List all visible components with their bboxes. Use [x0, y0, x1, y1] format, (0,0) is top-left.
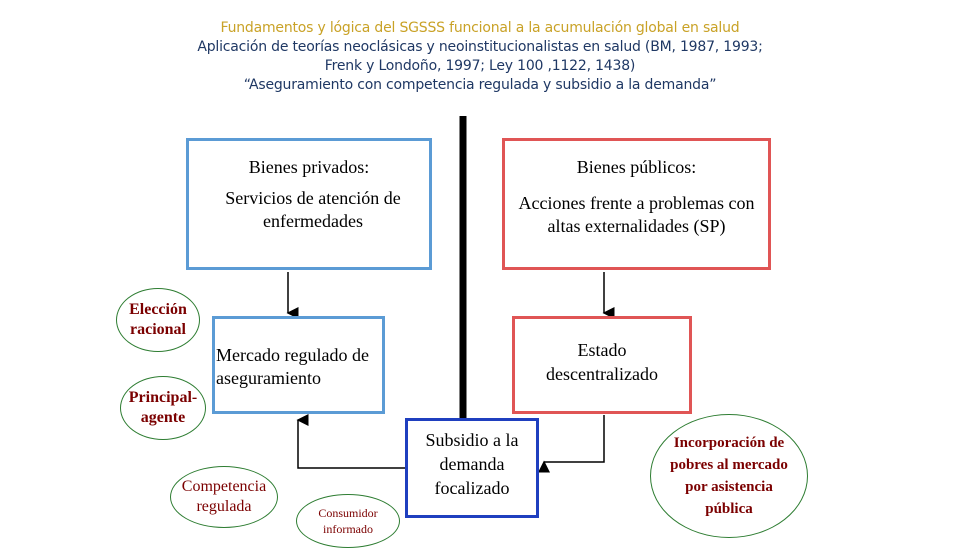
header-subtitle-line1: Aplicación de teorías neoclásicas y neoinstitucionalistas en salud (BM, 1987, 1993; — [197, 39, 763, 55]
arrow-state-to-subsidy — [544, 415, 604, 462]
market-label: Mercado regulado de aseguramiento — [216, 345, 369, 388]
public-goods-body: Acciones frente a problemas con altas externalidades (SP) — [518, 193, 755, 236]
state-label: Estado descentralizado — [546, 340, 658, 384]
regulated-competition-circle — [170, 466, 278, 528]
header-subtitle-line3: “Aseguramiento con competencia regulada y subsidio a la demanda” — [243, 77, 717, 93]
private-goods-heading: Bienes privados: — [248, 157, 370, 177]
subsidy-label: Subsidio a la demanda focalizado — [425, 430, 519, 498]
rational-choice-label: Elección racional — [129, 301, 187, 338]
incorporation-label: Incorporación de pobres al mercado por asistencia pública — [670, 435, 788, 517]
header-subtitle-line2: Frenk y Londoño, 1997; Ley 100 ,1122, 1438) — [324, 58, 636, 74]
principal-agent-label: Principal-agente — [128, 389, 198, 426]
rational-choice-circle — [116, 288, 200, 352]
private-goods-body: Servicios de atención de enfermedades — [225, 188, 401, 231]
header-title: Fundamentos y lógica del SGSSS funcional a la acumulación global en salud — [220, 20, 740, 36]
informed-consumer-label: Consumidor informado — [318, 506, 378, 536]
arrow-subsidy-to-market — [298, 420, 406, 468]
public-goods-heading: Bienes públicos: — [576, 157, 697, 177]
incorporation-circle — [650, 414, 808, 538]
principal-agent-circle — [120, 376, 206, 440]
regulated-competition-label: Competencia regulada — [181, 478, 267, 515]
